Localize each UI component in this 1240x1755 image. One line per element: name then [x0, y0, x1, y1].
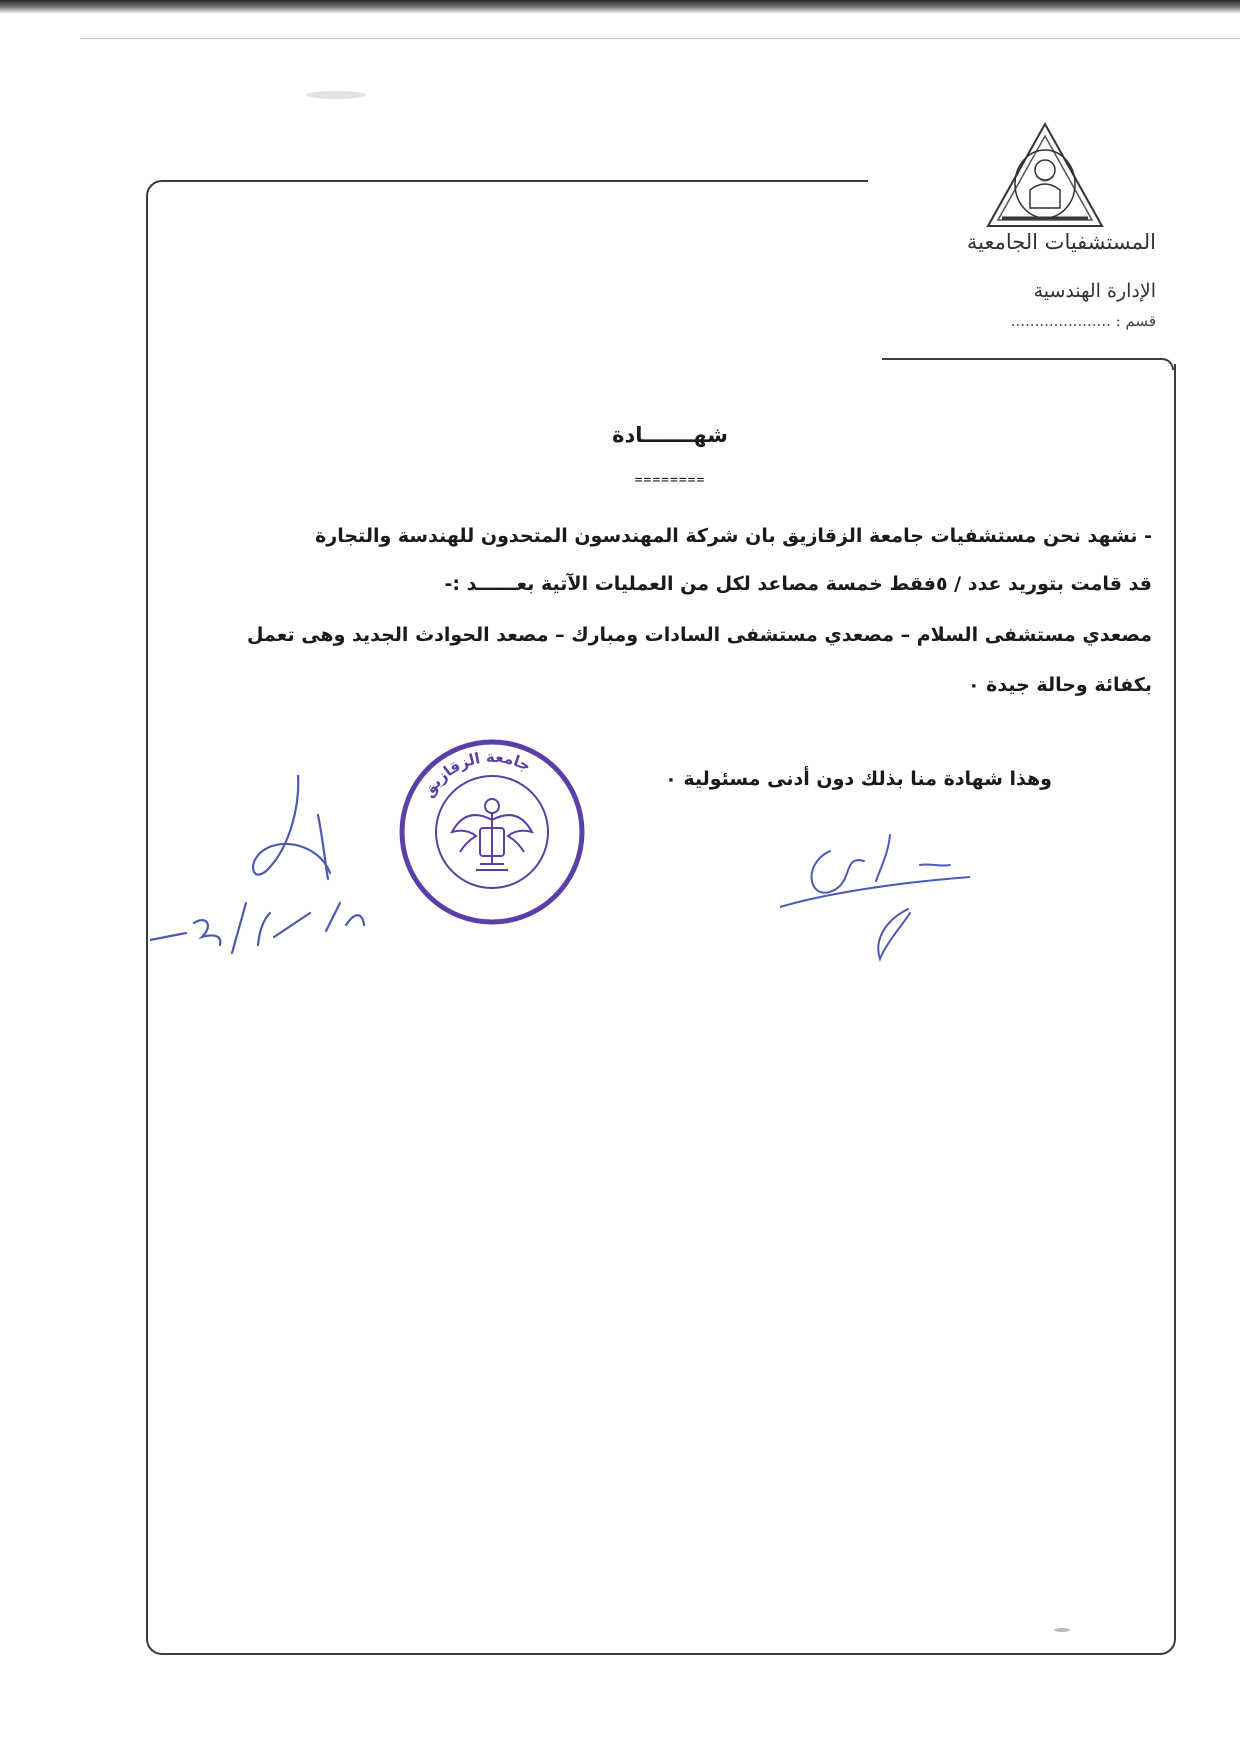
handwritten-signature	[780, 825, 970, 965]
body-line-3: مصعدي مستشفى السلام – مصعدي مستشفى السادات ومبارك – مصعد الحوادث الجديد وهى تعمل	[247, 624, 1152, 646]
section-field: قسم : .....................	[1010, 312, 1156, 330]
stamp-text: جامعة الزقازيق	[418, 747, 534, 801]
department-name: الإدارة الهندسية	[1033, 280, 1156, 302]
letterhead	[900, 118, 1170, 338]
document-title: شهـــــــادة	[612, 423, 728, 447]
body-line-1: - نشهد نحن مستشفيات جامعة الزقازيق بان شركة المهندسون المتحدون للهندسة والتجارة	[315, 525, 1152, 547]
body-line-4: بكفائة وحالة جيدة ٠	[967, 674, 1152, 696]
handwritten-signature-date	[150, 775, 450, 975]
scan-edge	[0, 0, 1240, 14]
top-rule	[80, 38, 1240, 39]
org-name: المستشفيات الجامعية	[966, 230, 1156, 254]
body-line-2: قد قامت بتوريد عدد / ٥فقط خمسة مصاعد لكل من العمليات الآتية بعــــــد :-	[444, 573, 1152, 595]
title-underline: ========	[634, 473, 706, 488]
scan-speck	[1052, 1626, 1072, 1634]
frame-notch-line	[882, 358, 1174, 370]
closing-line: وهذا شهادة منا بذلك دون أدنى مسئولية ٠	[665, 768, 1052, 790]
university-logo-icon	[980, 118, 1110, 236]
scan-smudge	[296, 88, 376, 102]
